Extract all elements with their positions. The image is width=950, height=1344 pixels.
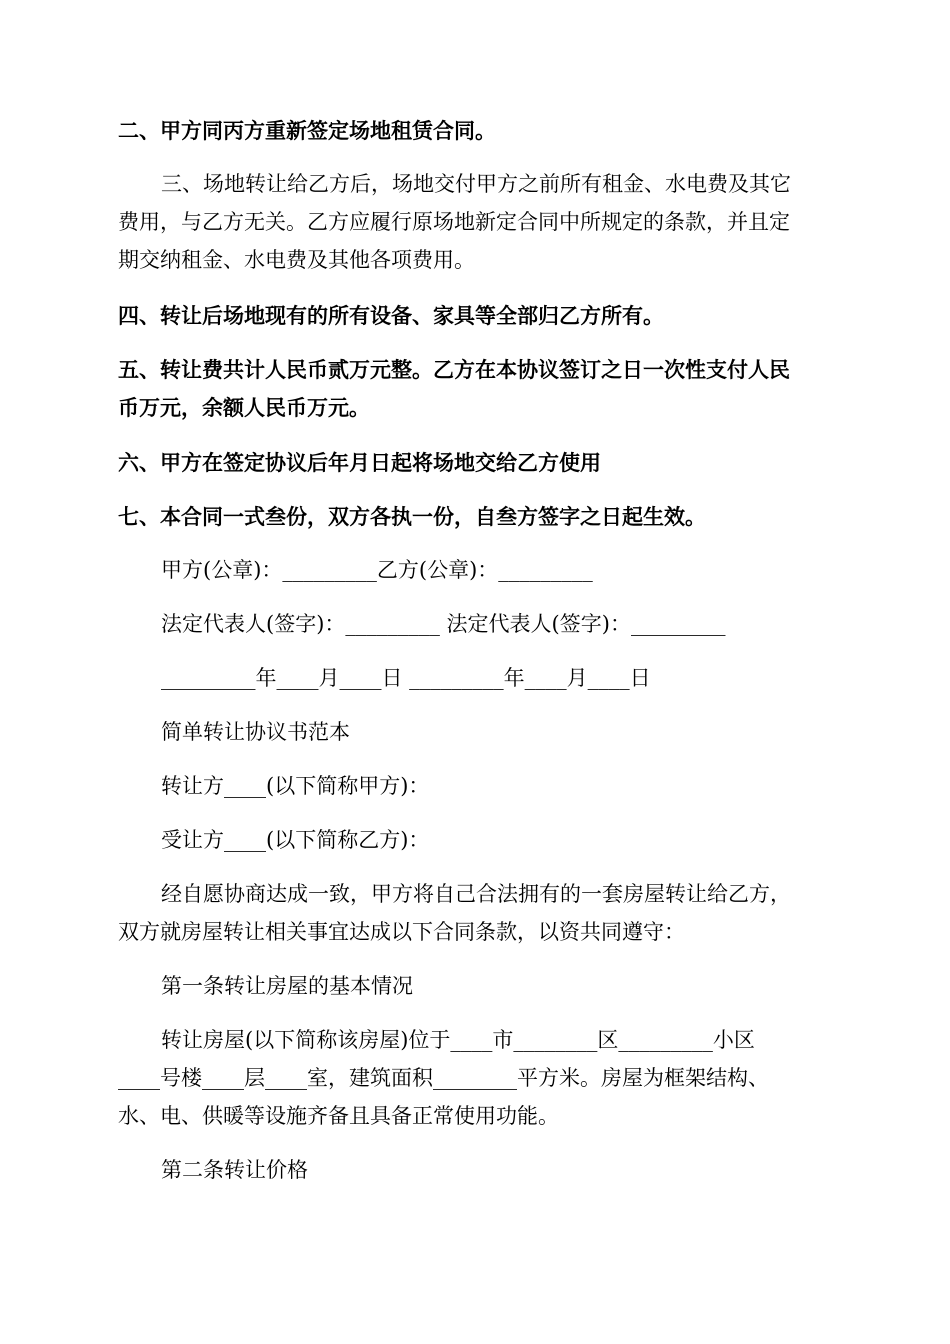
clause-five-line-1: 五、转让费共计人民币贰万元整。乙方在本协议签订之日一次性支付人民 [118,357,790,382]
clause-two: 二、甲方同丙方重新签定场地租赁合同。 [118,118,496,143]
transferee-line: 受让方____(以下简称乙方)： [161,828,430,852]
clause-three-line-1: 三、场地转让给乙方后，场地交付甲方之前所有租金、水电费及其它 [161,172,791,196]
article-two-heading: 第二条转让价格 [161,1158,308,1182]
signature-dates-row: _________年____月____日 _________年____月____日 [161,666,651,690]
signature-representatives-row: 法定代表人(签字)：_________ 法定代表人(签字)：_________ [161,612,726,636]
clause-five-line-2: 币万元，余额人民币万元。 [118,395,370,420]
article-one-line-1: 转让房屋(以下简称该房屋)位于____市________区_________小区 [161,1028,755,1052]
template-title: 简单转让协议书范本 [161,720,350,744]
clause-seven: 七、本合同一式叁份，双方各执一份，自叁方签字之日起生效。 [118,504,706,529]
article-one-line-3: 水、电、供暖等设施齐备且具备正常使用功能。 [118,1104,559,1128]
agreement-intro-line-1: 经自愿协商达成一致，甲方将自己合法拥有的一套房屋转让给乙方， [161,882,791,906]
agreement-intro-line-2: 双方就房屋转让相关事宜达成以下合同条款，以资共同遵守： [118,920,685,944]
clause-six: 六、甲方在签定协议后年月日起将场地交给乙方使用 [118,450,601,475]
clause-three-line-3: 期交纳租金、水电费及其他各项费用。 [118,248,475,272]
clause-four: 四、转让后场地现有的所有设备、家具等全部归乙方所有。 [118,303,664,328]
article-one-heading: 第一条转让房屋的基本情况 [161,974,413,998]
transferor-line: 转让方____(以下简称甲方)： [161,774,430,798]
article-one-line-2: ____号楼____层____室，建筑面积________平方米。房屋为框架结构、 [118,1066,769,1090]
signature-seals-row: 甲方(公章)：_________乙方(公章)：_________ [161,558,593,582]
clause-three-line-2: 费用，与乙方无关。乙方应履行原场地新定合同中所规定的条款，并且定 [118,210,790,234]
